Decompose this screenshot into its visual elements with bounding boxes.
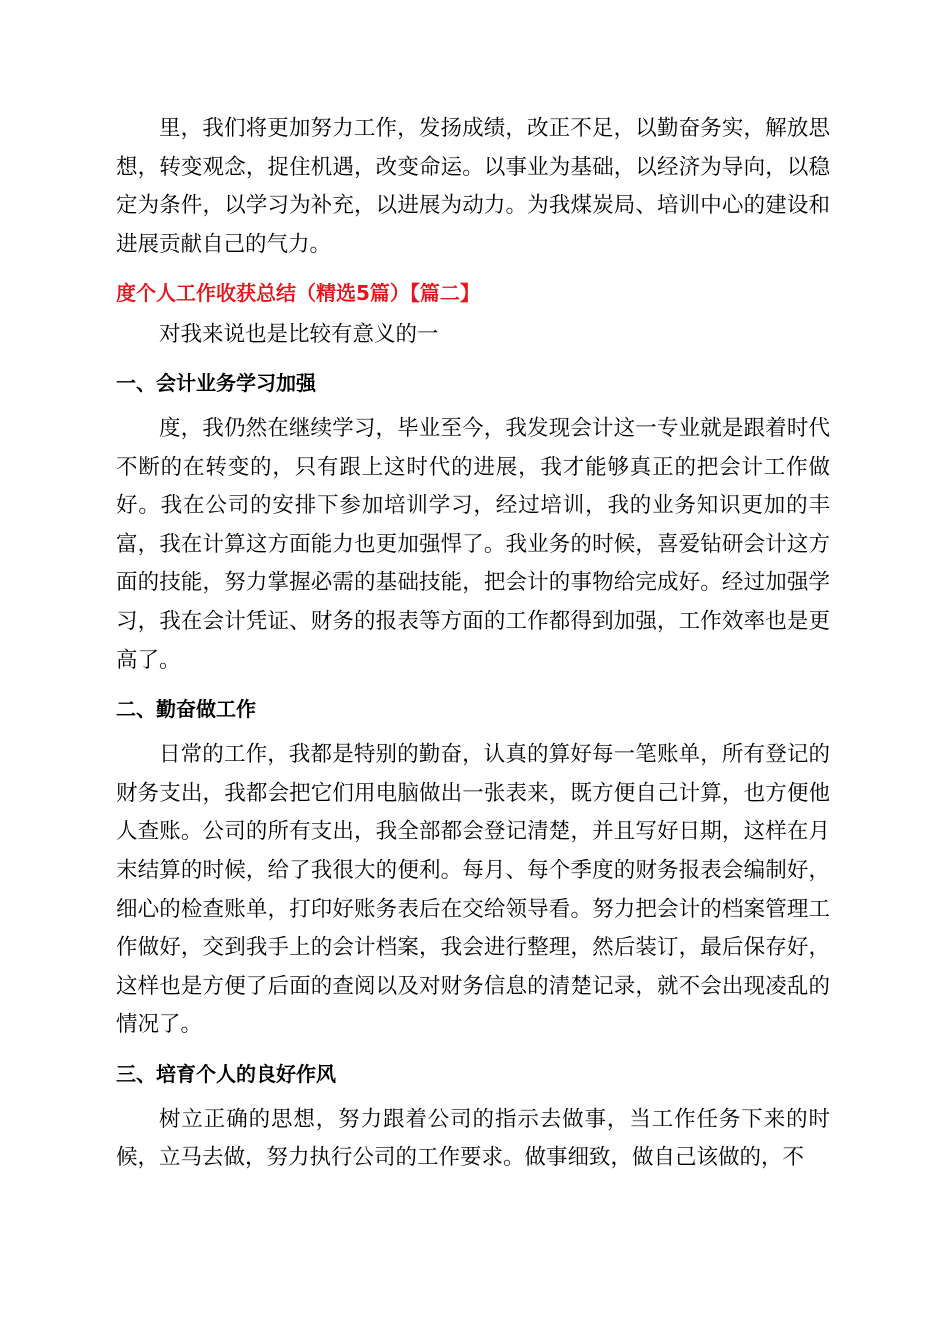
paragraph-intro: 里，我们将更加努力工作，发扬成绩，改正不足，以勤奋务实，解放思想，转变观念，捉住机遇，改变命运。以事业为基础，以经济为导向，以稳定为条件，以学习为补充，以进展为动力。为我煤炭局、培训中心的建设和进展贡献自己的气力。 — [116, 116, 830, 257]
heading-3: 三、培育个人的良好作风 — [116, 1061, 336, 1086]
document-page — [116, 110, 830, 1178]
heading-2: 二、勤奋做工作 — [116, 697, 256, 722]
section-title: 度个人工作收获总结（精选5篇）【篇二】 — [116, 281, 480, 306]
paragraph-lead: 对我来说也是比较有意义的一 — [159, 322, 439, 348]
paragraph-3: 树立正确的思想，努力跟着公司的指示去做事，当工作任务下来的时候，立马去做，努力执行公司的工作要求。做事细致，做自己该做的，不 — [116, 1106, 830, 1171]
paragraph-2: 日常的工作，我都是特别的勤奋，认真的算好每一笔账单，所有登记的财务支出，我都会把它们用电脑做出一张表来，既方便自己计算，也方便他人查账。公司的所有支出，我全部都会登记清楚，并且写好日期，这样在月末结算的时候，给了我很大的便利。每月、每个季度的财务报表会编制好，细心的检查账单，打印好账务表后在交给领导看。努力把会计的档案管理工作做好，交到我手上的会计档案，我会进行整理，然后装订，最后保存好，这样也是方便了后面的查阅以及对财务信息的清楚记录，就不会出现凌乱的情况了。 — [116, 742, 830, 1038]
heading-1: 一、会计业务学习加强 — [116, 370, 316, 395]
paragraph-1: 度，我仍然在继续学习，毕业至今，我发现会计这一专业就是跟着时代不断的在转变的，只有跟上这时代的进展，我才能够真正的把会计工作做好。我在公司的安排下参加培训学习，经过培训，我的业务知识更加的丰富，我在计算这方面能力也更加强悍了。我业务的时候，喜爱钻研会计这方面的技能，努力掌握必需的基础技能，把会计的事物给完成好。经过加强学习，我在会计凭证、财务的报表等方面的工作都得到加强，工作效率也是更高了。 — [116, 415, 830, 673]
